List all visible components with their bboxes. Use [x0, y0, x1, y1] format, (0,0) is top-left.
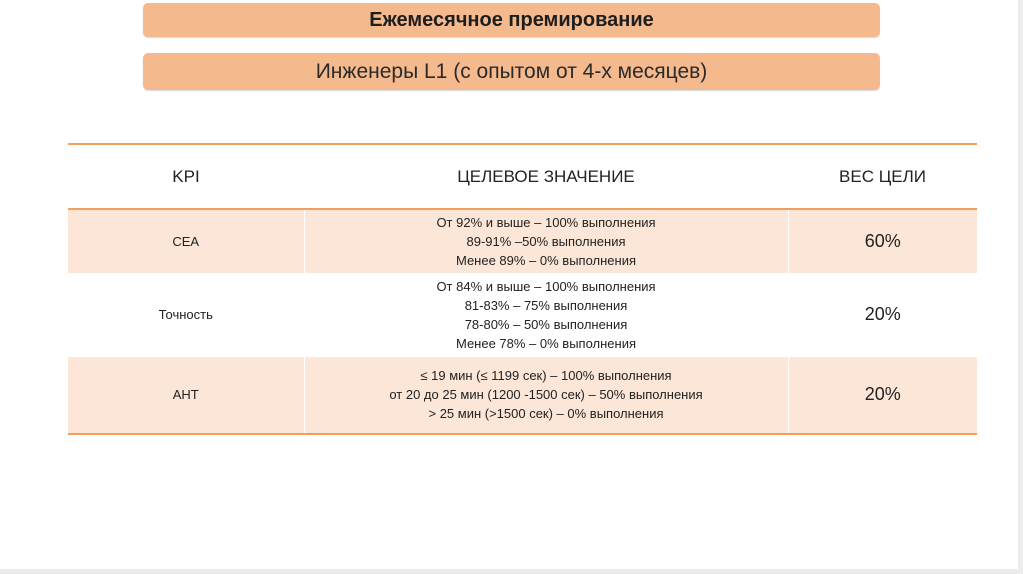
- target-cell: [304, 356, 788, 434]
- kpi-name-cell: AHT: [68, 356, 304, 434]
- target-line: > 25 мин (>1500 сек) – 0% выполнения: [428, 406, 664, 422]
- page-title: Ежемесячное премирование: [369, 8, 654, 31]
- weight-cell: 20%: [788, 273, 977, 356]
- weight-cell: 60%: [788, 209, 977, 273]
- target-cell: [304, 273, 788, 356]
- column-header-weight: ВЕС ЦЕЛИ: [788, 144, 977, 209]
- subtitle-banner: [143, 53, 880, 90]
- table-row: [68, 209, 977, 273]
- target-line: Менее 89% – 0% выполнения: [455, 252, 637, 268]
- column-header-kpi: KPI: [68, 144, 304, 209]
- target-line: 78-80% – 50% выполнения: [464, 316, 628, 332]
- target-line: 81-83% – 75% выполнения: [464, 297, 628, 313]
- target-line: Менее 78% – 0% выполнения: [455, 335, 637, 351]
- target-cell: [304, 209, 788, 273]
- kpi-name-cell: Точность: [68, 273, 304, 356]
- table-row: [68, 273, 977, 356]
- page-subtitle: Инженеры L1 (с опытом от 4-х месяцев): [315, 59, 708, 83]
- weight-cell: 20%: [788, 356, 977, 434]
- table-row: [68, 356, 977, 434]
- kpi-table: [68, 143, 977, 435]
- table-header-row: [68, 144, 977, 209]
- target-line: От 84% и выше – 100% выполнения: [436, 278, 656, 294]
- target-line: от 20 до 25 мин (1200 -1500 сек) – 50% выполнения: [389, 387, 703, 403]
- target-line: ≤ 19 мин (≤ 1199 сек) – 100% выполнения: [420, 368, 672, 384]
- kpi-name-cell: CEA: [68, 209, 304, 273]
- target-line: 89-91% –50% выполнения: [466, 233, 626, 249]
- target-line: От 92% и выше – 100% выполнения: [436, 214, 656, 230]
- column-header-target: ЦЕЛЕВОЕ ЗНАЧЕНИЕ: [304, 144, 788, 209]
- title-banner: [143, 3, 880, 37]
